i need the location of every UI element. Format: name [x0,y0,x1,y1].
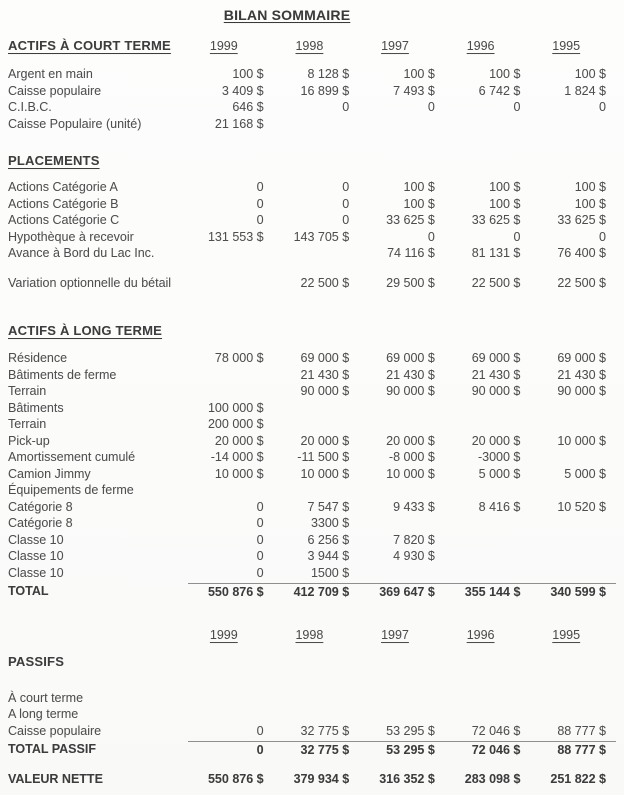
value-cell: 100 $ [574,67,606,81]
value-cell [274,400,360,417]
value-cell: 69 000 $ [386,351,435,365]
year-column-header: 1996 [466,627,495,642]
table-row [8,741,616,758]
value-cell [445,548,531,565]
value-cell: 20 000 $ [386,433,435,448]
value-cell [274,116,360,133]
value-cell: 316 352 $ [379,771,435,786]
value-cell: 100 $ [403,196,435,211]
value-cell: 21 430 $ [386,367,435,382]
value-cell [445,482,531,499]
value-cell: 78 000 $ [214,351,264,365]
value-cell: 340 599 $ [530,583,616,601]
section-header-row-placements [8,152,616,169]
section-heading-passifs: PASSIFS [8,653,65,669]
value-cell [188,482,274,499]
value-cell: 0 [427,100,435,114]
value-cell: 90 000 $ [386,384,435,398]
value-cell: -11 500 $ [297,450,350,464]
value-cell: 0 [599,100,606,114]
value-cell: 0 [188,741,274,759]
years-row-passifs [8,626,616,644]
value-cell [530,482,616,499]
row-label: Catégorie 8 [8,499,73,514]
value-cell [530,116,616,133]
table-row [8,723,616,740]
row-label: Argent en main [8,67,93,81]
row-label: VALEUR NETTE [8,771,103,786]
value-cell: 100 $ [489,67,521,81]
value-cell: 81 131 $ [471,246,521,260]
table-row [8,383,616,400]
value-cell [359,515,445,532]
value-cell: 74 116 $ [387,246,435,260]
table-row [8,275,616,292]
value-cell: 0 [342,180,350,194]
section-rows-actifs-court-terme [8,66,616,132]
row-label: Terrain [8,384,47,398]
value-cell: 100 000 $ [207,400,264,415]
value-cell: -3000 $ [477,450,521,464]
section-heading-actifs-long-terme: ACTIFS À LONG TERME [8,323,163,338]
value-cell: 1500 $ [310,565,350,580]
value-cell [445,706,531,723]
row-label: Catégorie 8 [8,516,73,530]
table-row [8,466,616,483]
year-column-header: 1998 [295,39,324,53]
value-cell [359,706,445,723]
value-cell: 33 625 $ [386,213,435,227]
value-cell: 200 000 $ [207,417,264,431]
value-cell [530,449,616,466]
value-cell: 100 $ [574,180,606,194]
value-cell: 0 [599,229,606,244]
value-cell: 76 400 $ [557,246,606,260]
row-label: Terrain [8,417,47,431]
value-cell: 369 647 $ [359,583,445,601]
row-label: C.I.B.C. [8,100,52,114]
value-cell: 0 [256,532,264,547]
value-cell [188,275,274,292]
value-cell: 5 000 $ [478,466,521,481]
section-header-row-passifs [8,653,616,670]
value-cell [445,690,531,707]
value-cell: 6 742 $ [478,83,521,98]
value-cell: 100 $ [403,67,435,81]
year-column-header: 1998 [295,627,324,642]
value-cell: 0 [342,196,350,211]
value-cell: 22 500 $ [300,275,350,290]
value-cell: 10 000 $ [386,466,435,481]
table-row [8,196,616,213]
year-column-header: 1995 [552,627,581,642]
row-label: Avance à Bord du Lac Inc. [8,246,155,260]
table-row [8,706,616,723]
value-cell: 100 $ [489,180,521,194]
section-heading-placements: PLACEMENTS [8,153,100,168]
value-cell: 6 256 $ [307,532,350,547]
value-cell: 20 000 $ [214,433,264,448]
row-label: Classe 10 [8,532,64,547]
table-row [8,433,616,450]
value-cell [445,565,531,582]
row-label: Variation optionnelle du bétail [8,275,172,290]
table-row [8,66,616,83]
value-cell: 0 [256,499,264,514]
table-row [8,515,616,532]
value-cell: 1 824 $ [564,83,606,98]
value-cell [188,706,274,723]
value-cell: 10 520 $ [557,499,606,514]
row-label: Caisse Populaire (unité) [8,116,142,131]
value-cell: 3 409 $ [221,83,264,98]
value-cell [445,416,531,433]
value-cell: 100 $ [232,67,264,81]
value-cell [530,532,616,549]
row-label: Pick-up [8,433,50,448]
section-rows-actifs-long-terme [8,350,616,600]
value-cell: 379 934 $ [293,771,350,786]
value-cell: 90 000 $ [557,384,606,398]
row-label: Hypothèque à recevoir [8,229,134,244]
table-row [8,532,616,549]
row-label: Caisse populaire [8,723,102,738]
value-cell: 550 876 $ [188,583,274,601]
value-cell: 69 000 $ [557,351,606,365]
value-cell: 20 000 $ [471,433,521,448]
value-cell [530,416,616,433]
value-cell: 33 625 $ [471,213,521,227]
value-cell: 10 000 $ [214,466,264,481]
value-cell: 646 $ [232,100,264,114]
value-cell: 72 046 $ [445,741,531,759]
section-header-row-actifs-long-terme [8,322,616,339]
value-cell: 0 [427,229,435,244]
table-row [8,400,616,417]
row-label: Bâtiments de ferme [8,367,117,382]
year-column-header: 1997 [381,627,409,642]
value-cell [359,116,445,133]
value-cell: 88 777 $ [557,723,606,738]
value-cell [445,532,531,549]
table-row [8,771,616,788]
value-cell: 412 709 $ [274,583,360,601]
value-cell [188,245,274,262]
table-row [8,367,616,384]
table-row [8,416,616,433]
value-cell: 53 295 $ [386,723,435,738]
value-cell [188,367,274,384]
table-row [8,548,616,565]
value-cell: 32 775 $ [274,741,360,759]
value-cell: 251 822 $ [550,771,606,786]
row-label: TOTAL PASSIF [8,742,96,756]
row-label: Résidence [8,351,68,365]
value-cell: 0 [256,565,264,580]
value-cell: 8 128 $ [307,67,350,81]
value-cell: 10 000 $ [557,433,606,448]
value-cell [274,416,360,433]
table-row [8,499,616,516]
value-cell: 4 930 $ [393,549,435,563]
value-cell: 100 $ [489,196,521,211]
table-row [8,350,616,367]
value-cell: 0 [256,213,264,227]
value-cell: 10 000 $ [300,466,350,481]
value-cell: 550 876 $ [207,771,264,786]
value-cell [359,565,445,582]
table-row [8,229,616,246]
year-column-header: 1996 [466,39,495,53]
year-column-header: 1997 [381,39,409,53]
value-cell: 53 295 $ [359,741,445,759]
section-rows-passifs [8,690,616,788]
value-cell: 7 547 $ [307,499,350,514]
year-column-header: 1995 [552,39,581,53]
section-header-row-actifs-court-terme [8,37,616,55]
value-cell: 3300 $ [310,516,350,530]
value-cell: 0 [256,196,264,211]
value-cell [445,515,531,532]
value-cell [274,690,360,707]
year-column-header: 1999 [209,39,238,53]
value-cell: 69 000 $ [300,351,350,365]
value-cell: 32 775 $ [300,723,350,738]
value-cell [530,565,616,582]
value-cell [188,690,274,707]
value-cell [445,116,531,133]
value-cell [359,416,445,433]
value-cell: 69 000 $ [471,351,521,365]
value-cell: 0 [256,723,264,738]
value-cell: 21 168 $ [214,116,264,131]
value-cell: 8 416 $ [478,499,521,514]
value-cell: 22 500 $ [471,275,521,290]
value-cell: 90 000 $ [471,384,521,398]
value-cell: 9 433 $ [393,499,435,514]
row-label: Camion Jimmy [8,466,91,481]
table-row [8,583,616,600]
row-label: Actions Catégorie C [8,213,120,227]
section-rows-placements [8,179,616,291]
value-cell: 0 [256,549,264,563]
table-row [8,245,616,262]
value-cell [530,515,616,532]
years-row-spacer [8,626,188,644]
value-cell: 7 493 $ [393,83,435,98]
row-label: Actions Catégorie B [8,196,119,211]
value-cell [530,400,616,417]
value-cell [530,548,616,565]
value-cell: 0 [256,516,264,530]
table-row [8,83,616,100]
value-cell: 0 [513,229,521,244]
value-cell [530,706,616,723]
value-cell: 100 $ [403,180,435,194]
value-cell: 100 $ [574,196,606,211]
row-label: À court terme [8,690,84,705]
table-row [8,482,616,499]
row-label: TOTAL [8,584,49,598]
row-label: Classe 10 [8,565,64,580]
row-label: Caisse populaire [8,83,102,98]
value-cell: 3 944 $ [307,549,350,563]
value-cell: -14 000 $ [210,450,264,464]
page-title: BILAN SOMMAIRE [223,7,351,23]
value-cell: 21 430 $ [471,367,521,382]
table-row [8,116,616,133]
value-cell: 29 500 $ [386,275,435,290]
row-label: Bâtiments [8,400,64,415]
value-cell: 7 820 $ [393,532,435,547]
value-cell: 16 899 $ [300,83,350,98]
row-label: Amortissement cumulé [8,450,136,464]
value-cell [188,383,274,400]
value-cell: 22 500 $ [557,275,606,290]
row-label: A long terme [8,707,79,721]
value-cell [359,690,445,707]
table-row [8,565,616,582]
row-label: Équipements de ferme [8,483,134,497]
value-cell: 72 046 $ [471,723,521,738]
table-row [8,212,616,229]
row-label: Actions Catégorie A [8,180,118,194]
value-cell: 21 430 $ [557,367,606,382]
table-row [8,449,616,466]
value-cell [274,706,360,723]
value-cell: 5 000 $ [564,466,606,481]
value-cell: 131 553 $ [207,229,264,244]
table-row [8,179,616,196]
value-cell: 0 [256,180,264,194]
value-cell: 283 098 $ [464,771,521,786]
value-cell [445,400,531,417]
value-cell: 21 430 $ [300,367,350,382]
value-cell: 20 000 $ [300,433,350,448]
value-cell [359,482,445,499]
value-cell: 88 777 $ [530,741,616,759]
value-cell: 143 705 $ [293,229,350,244]
table-row [8,99,616,116]
section-heading-actifs-court-terme: ACTIFS À COURT TERME [8,38,171,53]
value-cell: 0 [513,100,521,114]
value-cell: 90 000 $ [300,384,350,398]
row-label: Classe 10 [8,549,64,563]
value-cell: 355 144 $ [445,583,531,601]
value-cell: -8 000 $ [388,450,435,464]
value-cell: 0 [342,100,350,114]
value-cell: 0 [342,213,350,227]
table-row [8,690,616,707]
value-cell [359,400,445,417]
value-cell [530,690,616,707]
value-cell: 33 625 $ [557,213,606,227]
value-cell [274,482,360,499]
value-cell [274,245,360,262]
year-column-header: 1999 [209,627,238,642]
